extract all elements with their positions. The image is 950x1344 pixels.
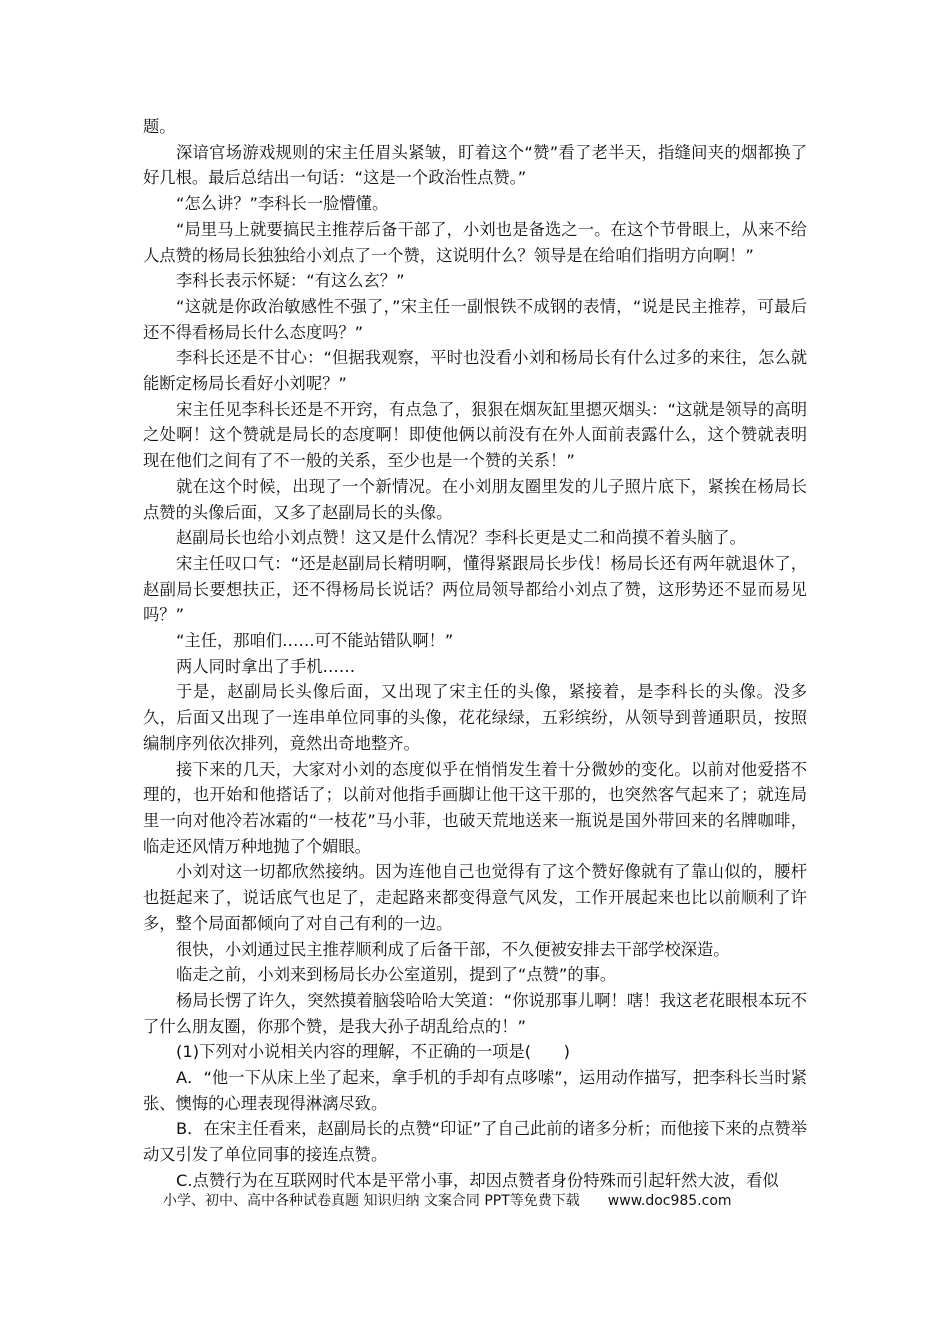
- paragraph: 宋主任叹口气：“还是赵副局长精明啊，懂得紧跟局长步伐！杨局长还有两年就退休了，赵副局长要想扶正，还不得杨局长说话？两位局领导都给小刘点了赞，这形势还不显而易见吗？”: [143, 553, 807, 625]
- paragraph: 李科长表示怀疑：“有这么玄？”: [176, 271, 405, 291]
- paragraph: 小刘对这一切都欣然接纳。因为连他自己也觉得有了这个赞好像就有了靠山似的，腰杆也挺起来了，说话底气也足了，走起路来都变得意气风发，工作开展起来也比以前顺利了许多，整个局面都倾向了对自己有利的一边。: [143, 862, 807, 933]
- paragraph: 赵副局长也给小刘点赞！这又是什么情况？李科长更是丈二和尚摸不着头脑了。: [176, 528, 746, 548]
- paragraph: 很快，小刘通过民主推荐顺利成了后备干部，不久便被安排去干部学校深造。: [176, 939, 730, 959]
- page-footer: [163, 1190, 803, 1210]
- option-a: A．“他一下从床上坐了起来，拿手机的手却有点哆嗦”，运用动作描写，把李科长当时紧张、懊悔的心理表现得淋漓尽致。: [143, 1068, 807, 1113]
- paragraph: “主任，那咱们……可不能站错队啊！”: [176, 631, 454, 651]
- footer-site-link[interactable]: www.doc985.com: [607, 1193, 732, 1209]
- paragraph: 临走之前，小刘来到杨局长办公室道别，提到了“点赞”的事。: [176, 965, 617, 985]
- paragraph: 两人同时拿出了手机……: [176, 656, 356, 676]
- paragraph: “局里马上就要搞民主推荐后备干部了，小刘也是备选之一。在这个节骨眼上，从来不给人点赞的杨局长独独给小刘点了一个赞，这说明什么？领导是在给咱们指明方向啊！”: [143, 219, 807, 265]
- paragraph: 接下来的几天，大家对小刘的态度似乎在悄悄发生着十分微妙的变化。以前对他爱搭不理的，也开始和他搭话了；以前对他指手画脚让他干这干那的，也突然客气起来了；就连局里一向对他冷若冰霜的“一枝花”马小菲，也破天荒地送来一瓶说是国外带回来的名牌咖啡，临走还风情万种地抛了个媚眼。: [143, 759, 807, 856]
- paragraph: 宋主任见李科长还是不开窍，有点急了，狠狠在烟灰缸里摁灭烟头：“这就是领导的高明之处啊！这个赞就是局长的态度啊！即使他俩以前没有在外人面前表露什么，这个赞就表明现在他们之间有了不一般的关系，至少也是一个赞的关系！”: [143, 399, 807, 471]
- paragraph: “怎么讲？”李科长一脸懵懂。: [176, 194, 389, 214]
- document-body: [143, 114, 807, 1194]
- paragraph: 就在这个时候，出现了一个新情况。在小刘朋友圈里发的儿子照片底下，紧挨在杨局长点赞的头像后面，又多了赵副局长的头像。: [143, 476, 807, 522]
- option-c: C.点赞行为在互联网时代本是平常小事，却因点赞者身份特殊而引起轩然大波，看似: [176, 1170, 779, 1190]
- question-stem: (1)下列对小说相关内容的理解，不正确的一项是( ): [176, 1042, 570, 1062]
- footer-text: 小学、初中、高中各种试卷真题 知识归纳 文案合同 PPT等免费下载: [163, 1193, 580, 1209]
- paragraph: 李科长还是不甘心：“但据我观察，平时也没看小刘和杨局长有什么过多的来往，怎么就能断定杨局长看好小刘呢？”: [143, 348, 807, 394]
- paragraph: 杨局长愣了许久，突然摸着脑袋哈哈大笑道：“你说那事儿啊！嗐！我这老花眼根本玩不了什么朋友圈，你那个赞，是我大孙子胡乱给点的！”: [143, 990, 807, 1036]
- option-b: B．在宋主任看来，赵副局长的点赞“印证”了自己此前的诸多分析；而他接下来的点赞举动又引发了单位同事的接连点赞。: [143, 1119, 807, 1165]
- paragraph: 深谙官场游戏规则的宋主任眉头紧皱，盯着这个“赞”看了老半天，指缝间夹的烟都换了好几根。最后总结出一句话：“这是一个政治性点赞。”: [143, 142, 807, 188]
- paragraph: 题。: [143, 117, 176, 136]
- paragraph: 于是，赵副局长头像后面，又出现了宋主任的头像，紧接着，是李科长的头像。没多久，后面又出现了一连串单位同事的头像，花花绿绿，五彩缤纷，从领导到普通职员，按照编制序列依次排列，竟然出奇地整齐。: [143, 682, 807, 753]
- paragraph: “这就是你政治敏感性不强了，”宋主任一副恨铁不成钢的表情，“说是民主推荐，可最后还不得看杨局长什么态度吗？”: [143, 296, 807, 342]
